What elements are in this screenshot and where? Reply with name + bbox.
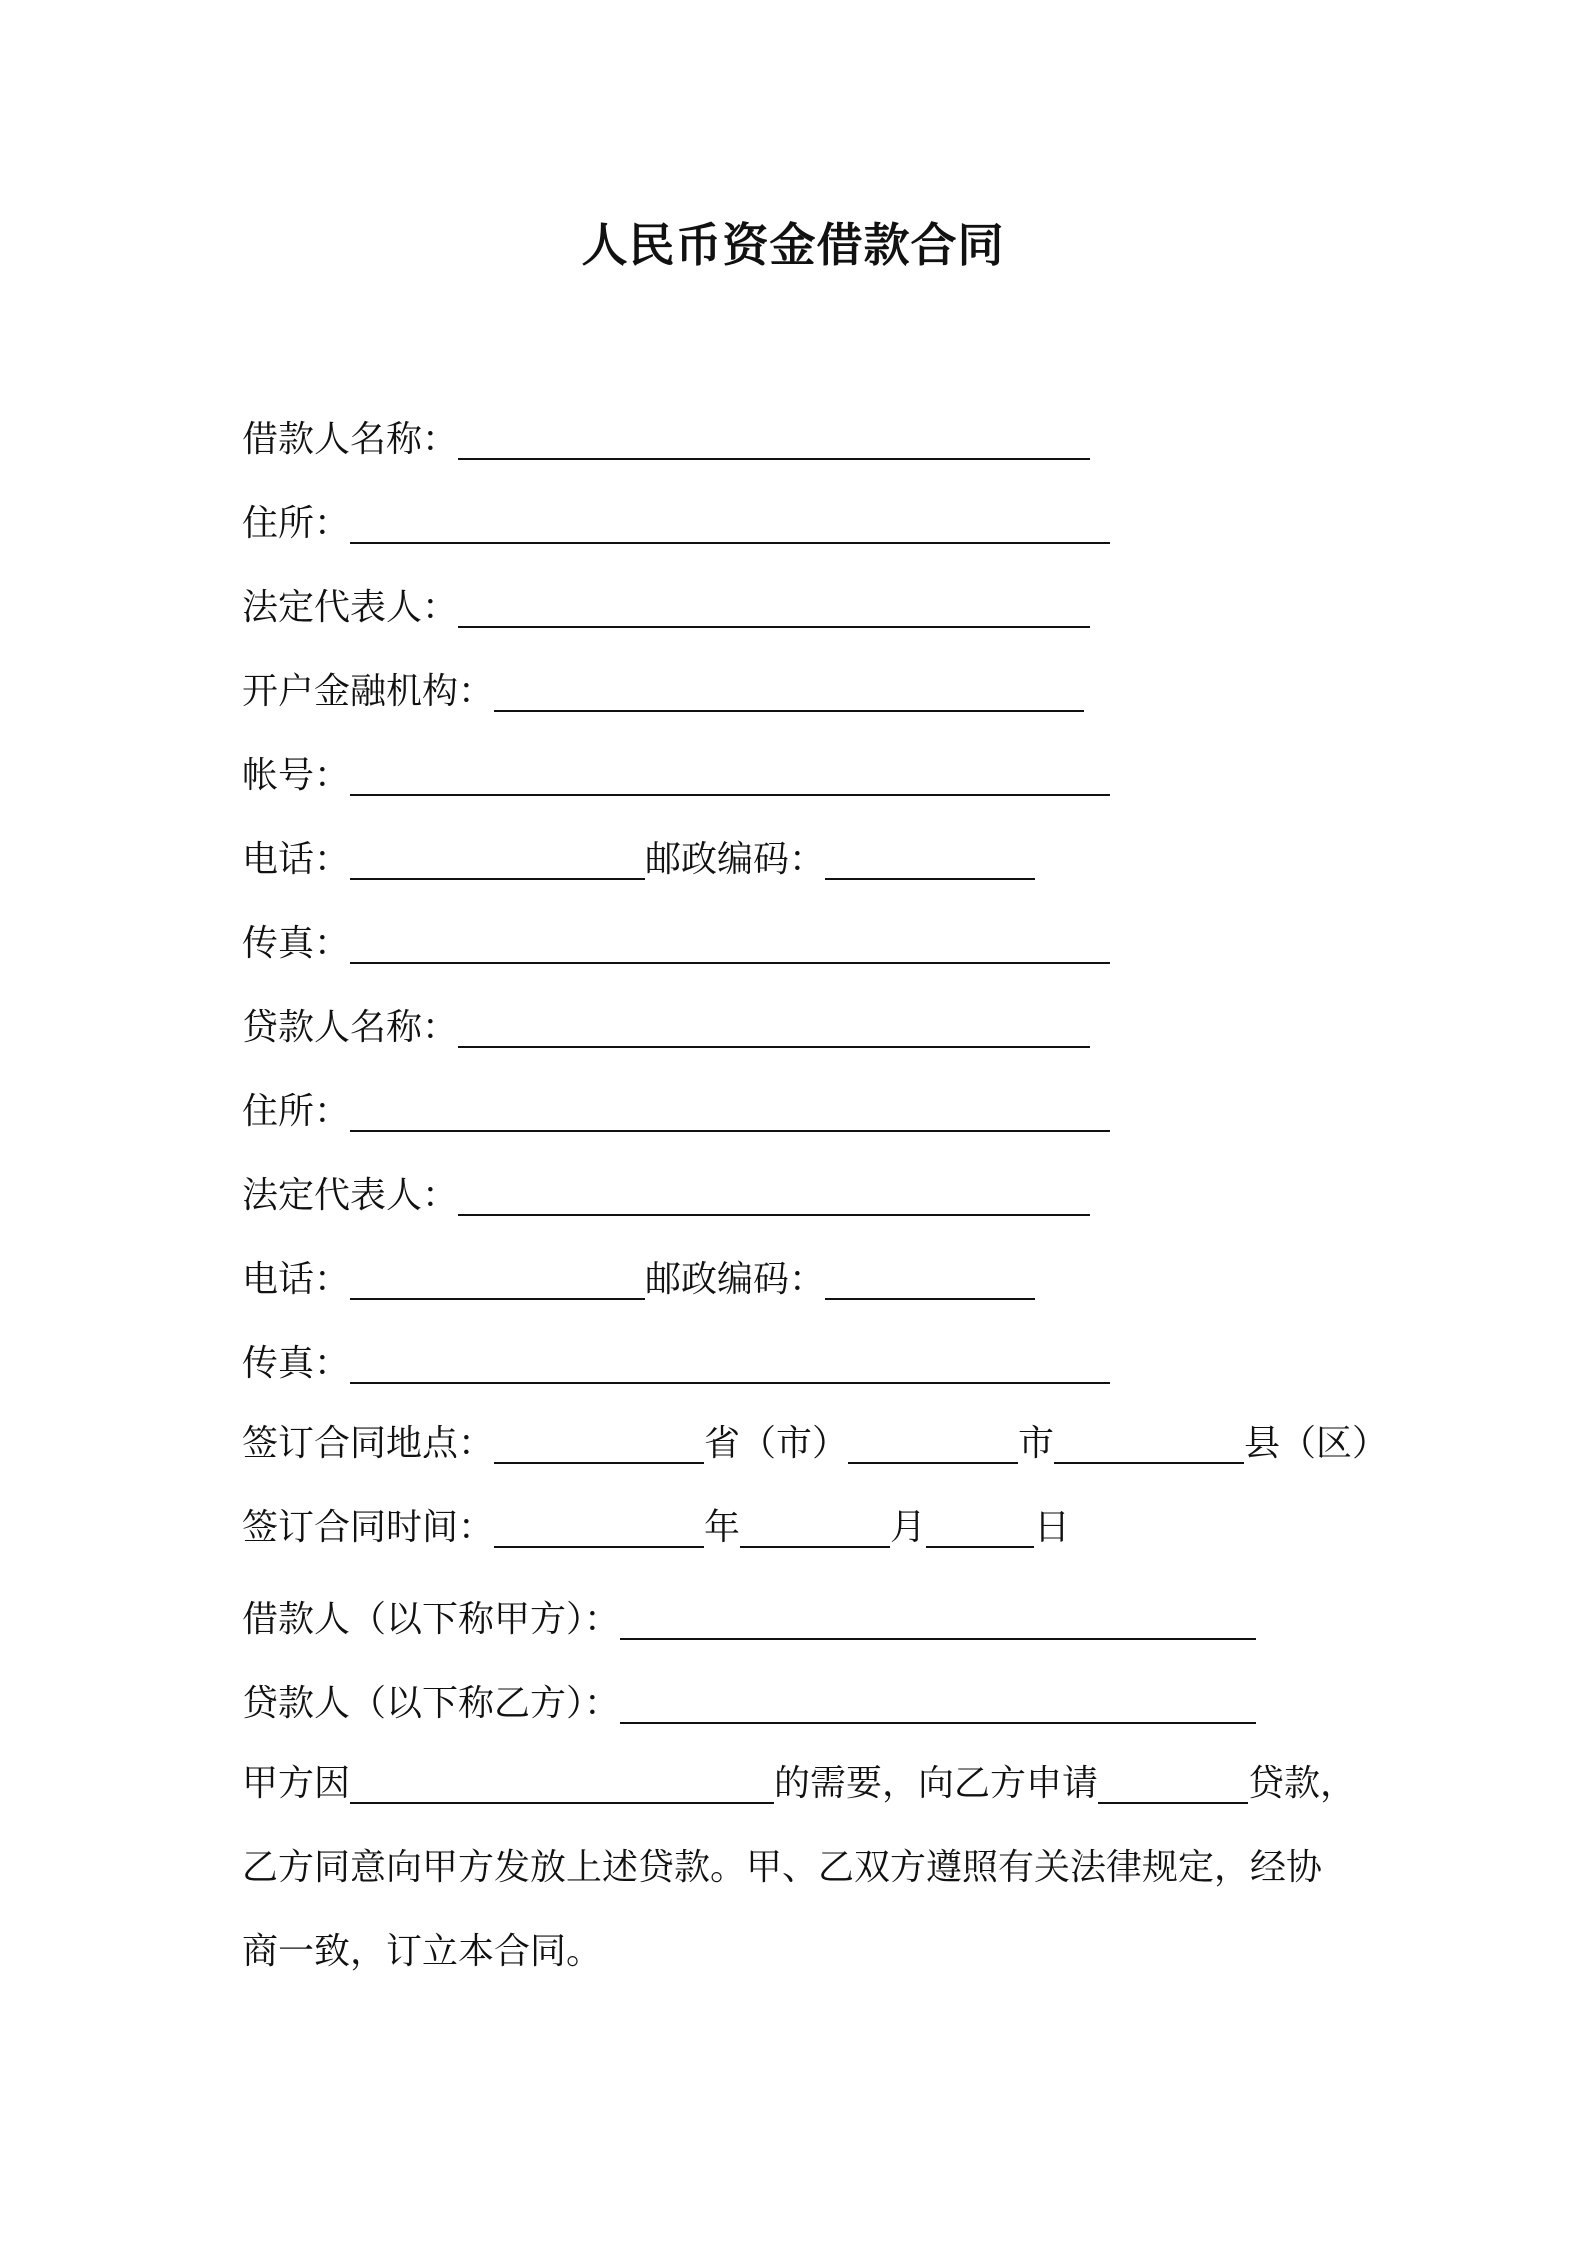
city-label: 市: [1018, 1423, 1055, 1464]
borrower-bank-field[interactable]: [494, 652, 1084, 712]
signing-month-field[interactable]: [740, 1488, 890, 1548]
lender-postcode-label: 邮政编码：: [645, 1259, 826, 1300]
borrower-name-row: [242, 410, 1090, 470]
borrower-fax-label: 传真：: [242, 923, 351, 964]
lender-name-field[interactable]: [458, 988, 1090, 1048]
lender-address-row: [242, 1082, 1110, 1142]
para-part1: 甲方因: [242, 1763, 351, 1804]
borrower-name-label: 借款人名称：: [242, 419, 459, 460]
borrower-postcode-field[interactable]: [825, 820, 1035, 880]
lender-postcode-field[interactable]: [825, 1240, 1035, 1300]
party-a-field[interactable]: [620, 1580, 1256, 1640]
borrower-fax-field[interactable]: [350, 904, 1110, 964]
signing-year-field[interactable]: [494, 1488, 704, 1548]
borrower-phone-label: 电话：: [242, 839, 351, 880]
signing-day-field[interactable]: [926, 1488, 1034, 1548]
borrower-address-field[interactable]: [350, 484, 1110, 544]
paragraph-line-1: [242, 1754, 1356, 1814]
paragraph-line-2: [242, 1838, 1322, 1898]
borrower-address-row: [242, 494, 1110, 554]
lender-legal-rep-label: 法定代表人：: [242, 1175, 459, 1216]
para-line2: 乙方同意向甲方发放上述贷款。甲、乙双方遵照有关法律规定，经协: [242, 1847, 1323, 1888]
borrower-bank-row: [242, 662, 1084, 722]
para-part3: 贷款，: [1248, 1763, 1357, 1804]
lender-phone-row: [242, 1250, 1035, 1310]
borrower-legal-rep-field[interactable]: [458, 568, 1090, 628]
borrower-fax-row: [242, 914, 1110, 974]
signing-place-label: 签订合同地点：: [242, 1423, 495, 1464]
borrower-postcode-label: 邮政编码：: [645, 839, 826, 880]
lender-fax-row: [242, 1334, 1110, 1394]
signing-province-field[interactable]: [494, 1404, 704, 1464]
province-label: 省（市）: [704, 1423, 849, 1464]
party-b-row: [242, 1674, 1256, 1734]
signing-place-row: [242, 1414, 1388, 1474]
borrower-account-row: [242, 746, 1110, 806]
borrower-legal-rep-label: 法定代表人：: [242, 587, 459, 628]
day-label: 日: [1034, 1507, 1071, 1548]
party-b-field[interactable]: [620, 1664, 1256, 1724]
lender-fax-field[interactable]: [350, 1324, 1110, 1384]
lender-phone-label: 电话：: [242, 1259, 351, 1300]
para-line3: 商一致，订立本合同。: [242, 1931, 603, 1972]
borrower-phone-field[interactable]: [350, 820, 645, 880]
party-a-label: 借款人（以下称甲方）：: [242, 1599, 621, 1640]
party-b-label: 贷款人（以下称乙方）：: [242, 1683, 621, 1724]
lender-phone-field[interactable]: [350, 1240, 645, 1300]
month-label: 月: [890, 1507, 927, 1548]
signing-county-field[interactable]: [1054, 1404, 1244, 1464]
party-a-row: [242, 1590, 1256, 1650]
para-part2: 的需要，向乙方申请: [774, 1763, 1099, 1804]
lender-fax-label: 传真：: [242, 1343, 351, 1384]
signing-time-row: [242, 1498, 1070, 1558]
county-label: 县（区）: [1244, 1423, 1389, 1464]
lender-legal-rep-field[interactable]: [458, 1156, 1090, 1216]
borrower-name-field[interactable]: [458, 400, 1090, 460]
borrower-bank-label: 开户金融机构：: [242, 671, 495, 712]
page-title: 人民币资金借款合同: [581, 218, 1005, 272]
lender-address-field[interactable]: [350, 1072, 1110, 1132]
signing-city-field[interactable]: [848, 1404, 1018, 1464]
lender-name-label: 贷款人名称：: [242, 1007, 459, 1048]
borrower-account-label: 帐号：: [242, 755, 351, 796]
borrower-phone-row: [242, 830, 1035, 890]
loan-type-field[interactable]: [1098, 1744, 1248, 1804]
paragraph-line-3: [242, 1922, 602, 1982]
lender-name-row: [242, 998, 1090, 1058]
borrower-address-label: 住所：: [242, 503, 351, 544]
borrower-account-field[interactable]: [350, 736, 1110, 796]
loan-purpose-field[interactable]: [350, 1744, 774, 1804]
signing-time-label: 签订合同时间：: [242, 1507, 495, 1548]
borrower-legal-rep-row: [242, 578, 1090, 638]
lender-legal-rep-row: [242, 1166, 1090, 1226]
year-label: 年: [704, 1507, 741, 1548]
lender-address-label: 住所：: [242, 1091, 351, 1132]
